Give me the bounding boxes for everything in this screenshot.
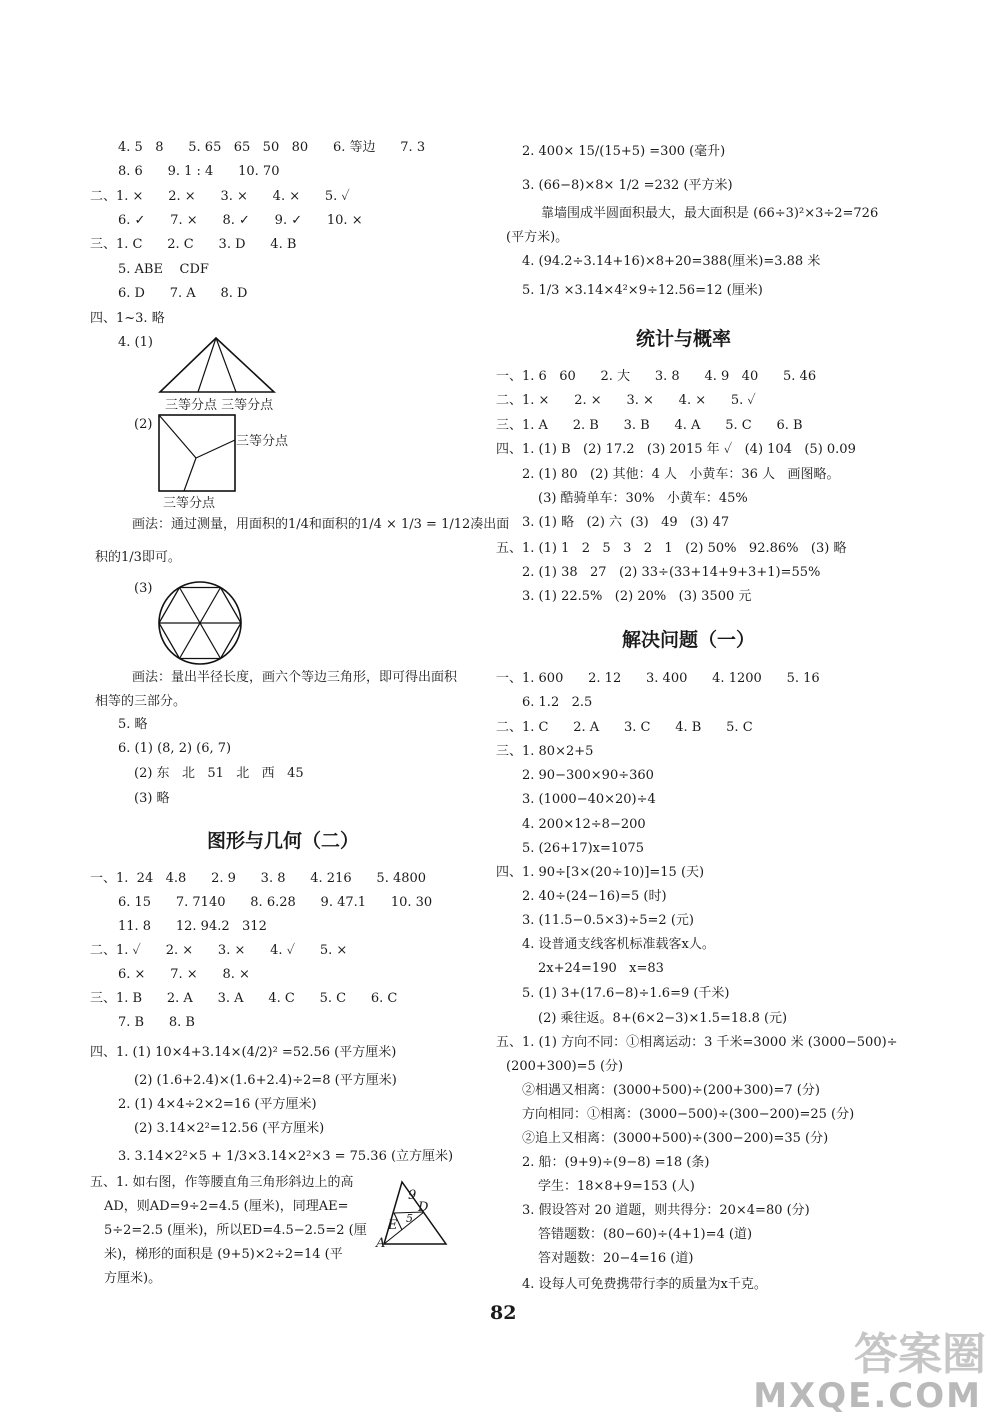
answer-line: 答对题数：20−4=16 (道) bbox=[538, 1251, 694, 1266]
answer-line: 2. (1) 80 (2) 其他：4 人 小黄车：36 人 画图略。 bbox=[522, 467, 840, 482]
tri-label-e: E bbox=[388, 1218, 398, 1233]
answer-line: 4. 设普通支线客机标准载客x人。 bbox=[522, 937, 715, 952]
answer-line: 画法：通过测量，用面积的1/4和面积的1/4 × 1/3 = 1/12凑出面 bbox=[132, 517, 510, 532]
answer-line: 6. 1.2 2.5 bbox=[522, 695, 593, 710]
tri-label-a: A bbox=[376, 1236, 386, 1251]
answer-line: 积的1/3即可。 bbox=[95, 550, 181, 565]
answer-line: 4. 设每人可免费携带行李的质量为x千克。 bbox=[522, 1277, 767, 1292]
answer-line: 7. B 8. B bbox=[118, 1015, 195, 1030]
square-bottom-label: 三等分点 bbox=[163, 496, 216, 511]
answer-line: 四、1. (1) B (2) 17.2 (3) 2015 年 ✓ (4) 104 (5) 0.09 bbox=[496, 442, 856, 457]
answer-line: 3. (11.5−0.5×3)÷5=2 (元) bbox=[522, 913, 694, 928]
answer-line: 5. ABE CDF bbox=[118, 262, 209, 277]
answer-line: (3) 酷骑单车：30% 小黄车：45% bbox=[538, 491, 748, 506]
answer-line: 3. 3.14×2²×5 + 1/3×3.14×2²×3 = 75.36 (立方厘米) bbox=[118, 1149, 454, 1164]
answer-line: (2) bbox=[134, 417, 153, 432]
answer-line: 3. 假设答对 20 道题，则共得分：20×4=80 (分) bbox=[522, 1203, 810, 1218]
answer-line: 二、1. ✓ 2. × 3. × 4. ✓ 5. × bbox=[90, 943, 348, 958]
answer-line: 8. 6 9. 1 : 4 10. 70 bbox=[118, 164, 280, 179]
answer-line: 2. 40÷(24−16)=5 (时) bbox=[522, 889, 667, 904]
answer-line: 6. ✓ 7. × 8. ✓ 9. ✓ 10. × bbox=[118, 213, 363, 228]
answer-line: 靠墙围成半圆面积最大，最大面积是 (66÷3)²×3÷2=726 bbox=[541, 206, 879, 221]
answer-line: 6. × 7. × 8. × bbox=[118, 967, 250, 982]
answer-line: 5÷2=2.5 (厘米)，所以ED=4.5−2.5=2 (厘 bbox=[104, 1223, 367, 1238]
answer-line: (200+300)=5 (分) bbox=[506, 1059, 624, 1074]
circle-hexagon-figure bbox=[157, 580, 243, 666]
answer-line: 五、1. (1) 1 2 5 3 2 1 (2) 50% 92.86% (3) 略 bbox=[496, 541, 847, 556]
answer-line: 方厘米)。 bbox=[104, 1271, 162, 1286]
answer-line: 3. (1) 略 (2) 六 (3) 49 (3) 47 bbox=[522, 515, 730, 530]
section-title-statistics: 统计与概率 bbox=[636, 328, 732, 350]
answer-line: 二、1. × 2. × 3. × 4. × 5. ✓ bbox=[90, 189, 350, 204]
answer-line: 5. 1/3 ×3.14×4²×9÷12.56=12 (厘米) bbox=[522, 283, 763, 298]
answer-line: 2. 船：(9+9)÷(9−8) =18 (条) bbox=[522, 1155, 710, 1170]
answer-line: 二、1. × 2. × 3. × 4. × 5. ✓ bbox=[496, 393, 756, 408]
answer-line: 四、1. (1) 10×4+3.14×(4/2)² =52.56 (平方厘米) bbox=[90, 1045, 397, 1060]
answer-line: 5. (1) 3+(17.6−8)÷1.6=9 (千米) bbox=[522, 986, 730, 1001]
answer-line: 学生：18×8+9=153 (人) bbox=[538, 1179, 695, 1194]
triangle-label: 三等分点 三等分点 bbox=[165, 398, 274, 413]
page-number: 82 bbox=[490, 1302, 517, 1324]
answer-line: 三、1. B 2. A 3. A 4. C 5. C 6. C bbox=[90, 991, 398, 1006]
answer-line: 五、1. 如右图，作等腰直角三角形斜边上的高 bbox=[90, 1175, 354, 1190]
answer-line: 四、1~3. 略 bbox=[90, 311, 165, 326]
answer-line: 五、1. (1) 方向不同：①相离运动：3 千米=3000 米 (3000−500)÷ bbox=[496, 1035, 898, 1050]
square-right-label: 三等分点 bbox=[236, 434, 289, 449]
watermark-logo: 答案圈 bbox=[854, 1329, 986, 1380]
answer-line: 6. D 7. A 8. D bbox=[118, 286, 248, 301]
answer-line: ②追上又相离：(3000+500)÷(300−200)=35 (分) bbox=[522, 1131, 829, 1146]
section-title-geometry-2: 图形与几何（二） bbox=[207, 830, 360, 852]
answer-line: 一、1. 6 60 2. 大 3. 8 4. 9 40 5. 46 bbox=[496, 369, 817, 384]
answer-line: 答错题数：(80−60)÷(4+1)=4 (道) bbox=[538, 1227, 753, 1242]
answer-line: (2) 3.14×2²=12.56 (平方厘米) bbox=[134, 1121, 325, 1136]
answer-line: 3. (66−8)×8× 1/2 =232 (平方米) bbox=[522, 178, 733, 193]
answer-line: 2. 90−300×90÷360 bbox=[522, 768, 654, 783]
answer-line: 二、1. C 2. A 3. C 4. B 5. C bbox=[496, 720, 753, 735]
answer-line: 4. (94.2÷3.14+16)×8+20=388(厘米)=3.88 米 bbox=[522, 254, 821, 269]
answer-line: (2) 乘往返。8+(6×2−3)×1.5=18.8 (元) bbox=[538, 1011, 788, 1026]
answer-line: (3) 略 bbox=[134, 791, 170, 806]
answer-line: 11. 8 12. 94.2 312 bbox=[118, 919, 267, 934]
answer-line: 2. (1) 38 27 (2) 33÷(33+14+9+3+1)=55% bbox=[522, 565, 821, 580]
square-division-figure bbox=[158, 414, 238, 494]
answer-line: 4. 200×12÷8−200 bbox=[522, 817, 646, 832]
tri-label-5: 5 bbox=[406, 1212, 413, 1225]
answer-line: 画法：量出半径长度，画六个等边三角形，即可得出面积 bbox=[132, 670, 458, 685]
answer-line: 2x+24=190 x=83 bbox=[538, 961, 664, 976]
answer-line: 2. (1) 4×4÷2×2=16 (平方厘米) bbox=[118, 1097, 317, 1112]
answer-line: (3) bbox=[134, 581, 153, 596]
answer-line: 3. (1000−40×20)÷4 bbox=[522, 792, 656, 807]
answer-line: 5. (26+17)x=1075 bbox=[522, 841, 644, 856]
tri-label-9: 9 bbox=[408, 1188, 417, 1203]
answer-line: 方向相同：①相离：(3000−500)÷(300−200)=25 (分) bbox=[522, 1107, 855, 1122]
answer-line: 一、1. 600 2. 12 3. 400 4. 1200 5. 16 bbox=[496, 671, 820, 686]
answer-line: 3. (1) 22.5% (2) 20% (3) 3500 元 bbox=[522, 589, 752, 604]
answer-line: 5. 略 bbox=[118, 717, 148, 732]
answer-line: 三、1. A 2. B 3. B 4. A 5. C 6. B bbox=[496, 418, 803, 433]
answer-line: 三、1. 80×2+5 bbox=[496, 744, 594, 759]
answer-line: AD，则AD=9÷2=4.5 (厘米)，同理AE= bbox=[104, 1199, 349, 1214]
answer-line: 三、1. C 2. C 3. D 4. B bbox=[90, 237, 297, 252]
answer-line: (平方米)。 bbox=[506, 230, 569, 245]
answer-line: 6. (1) (8, 2) (6, 7) bbox=[118, 741, 232, 756]
answer-line: 4. (1) bbox=[118, 335, 153, 350]
watermark-url: MXQE.COM bbox=[753, 1376, 982, 1416]
section-title-problem-solving-1: 解决问题（一） bbox=[622, 629, 756, 651]
answer-line: (2) (1.6+2.4)×(1.6+2.4)÷2=8 (平方厘米) bbox=[134, 1073, 397, 1088]
answer-line: 6. 15 7. 7140 8. 6.28 9. 47.1 10. 30 bbox=[118, 895, 433, 910]
answer-line: 四、1. 90÷[3×(20÷10)]=15 (天) bbox=[496, 865, 705, 880]
answer-line: 相等的三部分。 bbox=[95, 694, 187, 709]
answer-line: 一、1. 24 4.8 2. 9 3. 8 4. 216 5. 4800 bbox=[90, 871, 427, 886]
triangle-trisect-figure bbox=[158, 336, 278, 396]
answer-line: 米)，梯形的面积是 (9+5)×2÷2=14 (平 bbox=[104, 1247, 343, 1262]
answer-line: 2. 400× 15/(15+5) =300 (毫升) bbox=[522, 144, 726, 159]
answer-line: (2) 东 北 51 北 西 45 bbox=[134, 766, 304, 781]
tri-label-d: D bbox=[418, 1200, 429, 1215]
answer-line: ②相遇又相离：(3000+500)÷(200+300)=7 (分) bbox=[522, 1083, 820, 1098]
answer-line: 4. 5 8 5. 65 65 50 80 6. 等边 7. 3 bbox=[118, 140, 426, 155]
